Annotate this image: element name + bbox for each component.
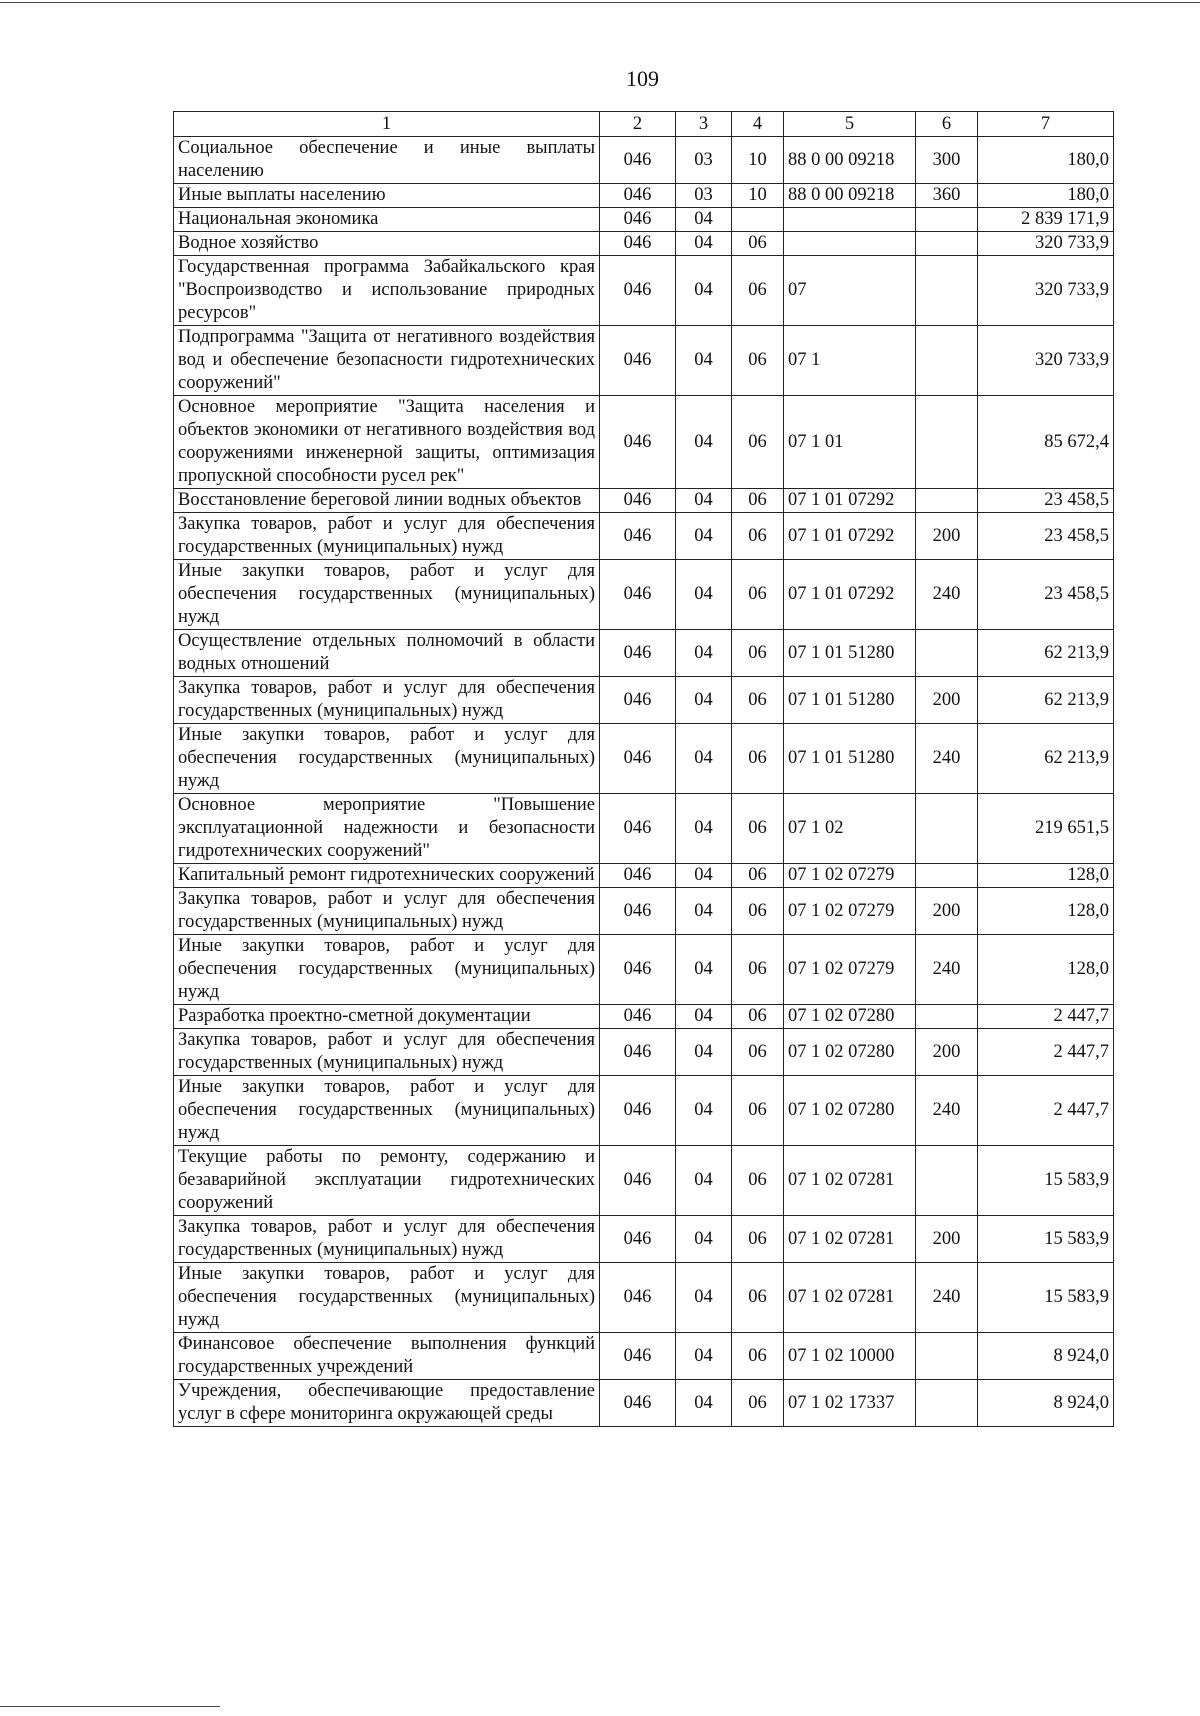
row-name-cell: Осуществление отдельных полномочий в области водных отношений	[174, 630, 600, 677]
row-section-cell: 04	[676, 256, 732, 326]
row-admin-code-cell: 046	[600, 184, 676, 208]
row-amount-cell: 128,0	[978, 935, 1114, 1005]
row-admin-code-cell: 046	[600, 489, 676, 513]
table-row	[174, 560, 1114, 630]
row-admin-code-cell: 046	[600, 513, 676, 560]
row-expense-type-cell	[916, 630, 978, 677]
row-admin-code-cell: 046	[600, 794, 676, 864]
row-target-article-cell: 07 1 02 07279	[784, 888, 916, 935]
row-amount-cell: 320 733,9	[978, 256, 1114, 326]
row-target-article-cell: 07 1 02 07280	[784, 1005, 916, 1029]
row-target-article-cell: 07 1 01 07292	[784, 560, 916, 630]
row-admin-code-cell: 046	[600, 232, 676, 256]
header-col-4: 4	[732, 112, 784, 137]
row-admin-code-cell: 046	[600, 256, 676, 326]
row-target-article-cell: 07 1 02 17337	[784, 1380, 916, 1427]
row-section-cell: 04	[676, 1333, 732, 1380]
row-target-article-cell: 88 0 00 09218	[784, 184, 916, 208]
row-section-cell: 03	[676, 184, 732, 208]
row-subsection-cell: 06	[732, 489, 784, 513]
row-expense-type-cell	[916, 396, 978, 489]
row-amount-cell: 62 213,9	[978, 630, 1114, 677]
table-row	[174, 677, 1114, 724]
row-admin-code-cell: 046	[600, 1005, 676, 1029]
table-row	[174, 326, 1114, 396]
table-row	[174, 1029, 1114, 1076]
row-expense-type-cell	[916, 1146, 978, 1216]
row-section-cell: 04	[676, 1216, 732, 1263]
table-row	[174, 1146, 1114, 1216]
row-amount-cell: 128,0	[978, 864, 1114, 888]
row-name-cell: Закупка товаров, работ и услуг для обеспечения государственных (муниципальных) нужд	[174, 677, 600, 724]
row-subsection-cell: 06	[732, 1263, 784, 1333]
row-name-cell: Иные выплаты населению	[174, 184, 600, 208]
row-target-article-cell: 07 1 01 51280	[784, 724, 916, 794]
row-expense-type-cell: 240	[916, 560, 978, 630]
row-target-article-cell: 07 1 01 07292	[784, 489, 916, 513]
row-expense-type-cell	[916, 1005, 978, 1029]
header-col-3: 3	[676, 112, 732, 137]
row-expense-type-cell: 240	[916, 1263, 978, 1333]
row-expense-type-cell: 240	[916, 935, 978, 1005]
budget-table	[173, 111, 1114, 1427]
row-subsection-cell: 06	[732, 864, 784, 888]
row-name-cell: Иные закупки товаров, работ и услуг для обеспечения государственных (муниципальных) нужд	[174, 560, 600, 630]
row-admin-code-cell: 046	[600, 935, 676, 1005]
table-row	[174, 184, 1114, 208]
table-row	[174, 513, 1114, 560]
table-row	[174, 864, 1114, 888]
row-amount-cell: 2 447,7	[978, 1029, 1114, 1076]
table-row	[174, 630, 1114, 677]
row-subsection-cell: 06	[732, 1380, 784, 1427]
row-section-cell: 03	[676, 137, 732, 184]
row-name-cell: Финансовое обеспечение выполнения функций государственных учреждений	[174, 1333, 600, 1380]
row-expense-type-cell: 200	[916, 677, 978, 724]
row-admin-code-cell: 046	[600, 1029, 676, 1076]
row-section-cell: 04	[676, 935, 732, 1005]
row-section-cell: 04	[676, 1076, 732, 1146]
row-amount-cell: 62 213,9	[978, 677, 1114, 724]
row-expense-type-cell: 200	[916, 888, 978, 935]
row-expense-type-cell	[916, 864, 978, 888]
row-subsection-cell: 06	[732, 326, 784, 396]
row-section-cell: 04	[676, 326, 732, 396]
row-name-cell: Основное мероприятие "Защита населения и объектов экономики от негативного воздействия вод сооружениями инженерной защиты, оптимизация пропускной способности русел рек"	[174, 396, 600, 489]
row-admin-code-cell: 046	[600, 208, 676, 232]
row-expense-type-cell	[916, 232, 978, 256]
row-subsection-cell: 06	[732, 560, 784, 630]
row-name-cell: Разработка проектно-сметной документации	[174, 1005, 600, 1029]
table-body	[174, 137, 1114, 1427]
row-expense-type-cell: 240	[916, 1076, 978, 1146]
header-col-5: 5	[784, 112, 916, 137]
table-row	[174, 888, 1114, 935]
row-expense-type-cell	[916, 326, 978, 396]
row-amount-cell: 15 583,9	[978, 1146, 1114, 1216]
table-row	[174, 1005, 1114, 1029]
table-row	[174, 208, 1114, 232]
row-expense-type-cell: 200	[916, 1029, 978, 1076]
row-subsection-cell: 06	[732, 677, 784, 724]
row-target-article-cell: 07 1 02 07281	[784, 1263, 916, 1333]
row-target-article-cell: 07 1 02 07280	[784, 1076, 916, 1146]
row-amount-cell: 8 924,0	[978, 1333, 1114, 1380]
row-section-cell: 04	[676, 396, 732, 489]
row-name-cell: Иные закупки товаров, работ и услуг для обеспечения государственных (муниципальных) нужд	[174, 1076, 600, 1146]
row-amount-cell: 320 733,9	[978, 326, 1114, 396]
row-amount-cell: 15 583,9	[978, 1216, 1114, 1263]
table-row	[174, 489, 1114, 513]
table-row	[174, 256, 1114, 326]
row-amount-cell: 8 924,0	[978, 1380, 1114, 1427]
row-expense-type-cell	[916, 1333, 978, 1380]
row-name-cell: Социальное обеспечение и иные выплаты населению	[174, 137, 600, 184]
row-name-cell: Капитальный ремонт гидротехнических сооружений	[174, 864, 600, 888]
row-target-article-cell: 88 0 00 09218	[784, 137, 916, 184]
header-row	[174, 112, 1114, 137]
row-subsection-cell: 10	[732, 184, 784, 208]
row-admin-code-cell: 046	[600, 888, 676, 935]
row-admin-code-cell: 046	[600, 1216, 676, 1263]
table-row	[174, 1263, 1114, 1333]
row-target-article-cell: 07 1 01 51280	[784, 630, 916, 677]
row-target-article-cell: 07 1 02	[784, 794, 916, 864]
row-expense-type-cell: 240	[916, 724, 978, 794]
row-amount-cell: 23 458,5	[978, 489, 1114, 513]
row-target-article-cell: 07 1 02 07279	[784, 864, 916, 888]
row-target-article-cell: 07	[784, 256, 916, 326]
row-admin-code-cell: 046	[600, 1146, 676, 1216]
row-subsection-cell: 06	[732, 1146, 784, 1216]
row-expense-type-cell: 200	[916, 1216, 978, 1263]
header-col-1: 1	[174, 112, 600, 137]
row-expense-type-cell: 360	[916, 184, 978, 208]
row-amount-cell: 85 672,4	[978, 396, 1114, 489]
row-name-cell: Текущие работы по ремонту, содержанию и безаварийной эксплуатации гидротехнических сооружений	[174, 1146, 600, 1216]
row-subsection-cell: 06	[732, 1005, 784, 1029]
row-section-cell: 04	[676, 794, 732, 864]
row-name-cell: Подпрограмма "Защита от негативного воздействия вод и обеспечение безопасности гидротехнических сооружений"	[174, 326, 600, 396]
table-row	[174, 1076, 1114, 1146]
table-row	[174, 137, 1114, 184]
row-amount-cell: 23 458,5	[978, 513, 1114, 560]
row-target-article-cell: 07 1 01 07292	[784, 513, 916, 560]
row-name-cell: Восстановление береговой линии водных объектов	[174, 489, 600, 513]
row-subsection-cell: 06	[732, 888, 784, 935]
page-number: 109	[626, 66, 659, 91]
row-amount-cell: 320 733,9	[978, 232, 1114, 256]
row-name-cell: Закупка товаров, работ и услуг для обеспечения государственных (муниципальных) нужд	[174, 513, 600, 560]
row-target-article-cell: 07 1 02 07281	[784, 1216, 916, 1263]
table-row	[174, 232, 1114, 256]
row-name-cell: Национальная экономика	[174, 208, 600, 232]
table-row	[174, 1216, 1114, 1263]
row-subsection-cell: 06	[732, 256, 784, 326]
bottom-rule	[0, 1706, 220, 1707]
table-row	[174, 1380, 1114, 1427]
row-expense-type-cell	[916, 1380, 978, 1427]
row-amount-cell: 180,0	[978, 184, 1114, 208]
row-target-article-cell: 07 1 02 07279	[784, 935, 916, 1005]
row-admin-code-cell: 046	[600, 1263, 676, 1333]
row-name-cell: Основное мероприятие "Повышение эксплуатационной надежности и безопасности гидротехнических сооружений"	[174, 794, 600, 864]
row-target-article-cell: 07 1 02 07280	[784, 1029, 916, 1076]
row-subsection-cell: 06	[732, 1076, 784, 1146]
row-name-cell: Иные закупки товаров, работ и услуг для обеспечения государственных (муниципальных) нужд	[174, 935, 600, 1005]
header-col-2: 2	[600, 112, 676, 137]
row-admin-code-cell: 046	[600, 677, 676, 724]
row-admin-code-cell: 046	[600, 724, 676, 794]
row-section-cell: 04	[676, 1263, 732, 1333]
row-admin-code-cell: 046	[600, 137, 676, 184]
row-subsection-cell: 06	[732, 396, 784, 489]
row-name-cell: Государственная программа Забайкальского края "Воспроизводство и использование природных ресурсов"	[174, 256, 600, 326]
row-admin-code-cell: 046	[600, 326, 676, 396]
table-row	[174, 794, 1114, 864]
row-admin-code-cell: 046	[600, 864, 676, 888]
row-target-article-cell	[784, 232, 916, 256]
row-section-cell: 04	[676, 513, 732, 560]
header-col-6: 6	[916, 112, 978, 137]
row-admin-code-cell: 046	[600, 560, 676, 630]
table-row	[174, 935, 1114, 1005]
row-subsection-cell: 06	[732, 1216, 784, 1263]
row-subsection-cell: 06	[732, 1333, 784, 1380]
row-section-cell: 04	[676, 1005, 732, 1029]
row-admin-code-cell: 046	[600, 1380, 676, 1427]
row-target-article-cell: 07 1 02 10000	[784, 1333, 916, 1380]
row-subsection-cell: 06	[732, 935, 784, 1005]
row-amount-cell: 2 839 171,9	[978, 208, 1114, 232]
row-expense-type-cell: 200	[916, 513, 978, 560]
row-section-cell: 04	[676, 630, 732, 677]
row-section-cell: 04	[676, 888, 732, 935]
row-name-cell: Иные закупки товаров, работ и услуг для обеспечения государственных (муниципальных) нужд	[174, 724, 600, 794]
row-section-cell: 04	[676, 1380, 732, 1427]
row-section-cell: 04	[676, 1146, 732, 1216]
row-section-cell: 04	[676, 724, 732, 794]
row-expense-type-cell	[916, 794, 978, 864]
row-name-cell: Закупка товаров, работ и услуг для обеспечения государственных (муниципальных) нужд	[174, 888, 600, 935]
row-name-cell: Закупка товаров, работ и услуг для обеспечения государственных (муниципальных) нужд	[174, 1216, 600, 1263]
row-subsection-cell: 06	[732, 1029, 784, 1076]
row-expense-type-cell	[916, 208, 978, 232]
row-admin-code-cell: 046	[600, 630, 676, 677]
row-amount-cell: 128,0	[978, 888, 1114, 935]
row-target-article-cell: 07 1 01 51280	[784, 677, 916, 724]
row-section-cell: 04	[676, 1029, 732, 1076]
row-subsection-cell: 06	[732, 794, 784, 864]
row-section-cell: 04	[676, 677, 732, 724]
row-subsection-cell: 06	[732, 630, 784, 677]
row-amount-cell: 62 213,9	[978, 724, 1114, 794]
row-target-article-cell	[784, 208, 916, 232]
row-target-article-cell: 07 1	[784, 326, 916, 396]
row-subsection-cell: 10	[732, 137, 784, 184]
row-amount-cell: 219 651,5	[978, 794, 1114, 864]
row-expense-type-cell	[916, 489, 978, 513]
row-subsection-cell: 06	[732, 513, 784, 560]
row-subsection-cell: 06	[732, 724, 784, 794]
row-expense-type-cell: 300	[916, 137, 978, 184]
row-admin-code-cell: 046	[600, 1076, 676, 1146]
row-section-cell: 04	[676, 560, 732, 630]
row-amount-cell: 23 458,5	[978, 560, 1114, 630]
row-amount-cell: 180,0	[978, 137, 1114, 184]
table-row	[174, 1333, 1114, 1380]
table-row	[174, 724, 1114, 794]
row-name-cell: Водное хозяйство	[174, 232, 600, 256]
row-section-cell: 04	[676, 489, 732, 513]
top-rule	[0, 2, 1200, 3]
header-col-7: 7	[978, 112, 1114, 137]
row-admin-code-cell: 046	[600, 1333, 676, 1380]
row-expense-type-cell	[916, 256, 978, 326]
table-row	[174, 396, 1114, 489]
row-subsection-cell	[732, 208, 784, 232]
row-name-cell: Учреждения, обеспечивающие предоставление услуг в сфере мониторинга окружающей среды	[174, 1380, 600, 1427]
row-amount-cell: 2 447,7	[978, 1076, 1114, 1146]
row-target-article-cell: 07 1 01	[784, 396, 916, 489]
row-section-cell: 04	[676, 232, 732, 256]
row-name-cell: Иные закупки товаров, работ и услуг для обеспечения государственных (муниципальных) нужд	[174, 1263, 600, 1333]
row-amount-cell: 2 447,7	[978, 1005, 1114, 1029]
row-section-cell: 04	[676, 208, 732, 232]
row-section-cell: 04	[676, 864, 732, 888]
row-admin-code-cell: 046	[600, 396, 676, 489]
row-amount-cell: 15 583,9	[978, 1263, 1114, 1333]
row-name-cell: Закупка товаров, работ и услуг для обеспечения государственных (муниципальных) нужд	[174, 1029, 600, 1076]
row-subsection-cell: 06	[732, 232, 784, 256]
row-target-article-cell: 07 1 02 07281	[784, 1146, 916, 1216]
